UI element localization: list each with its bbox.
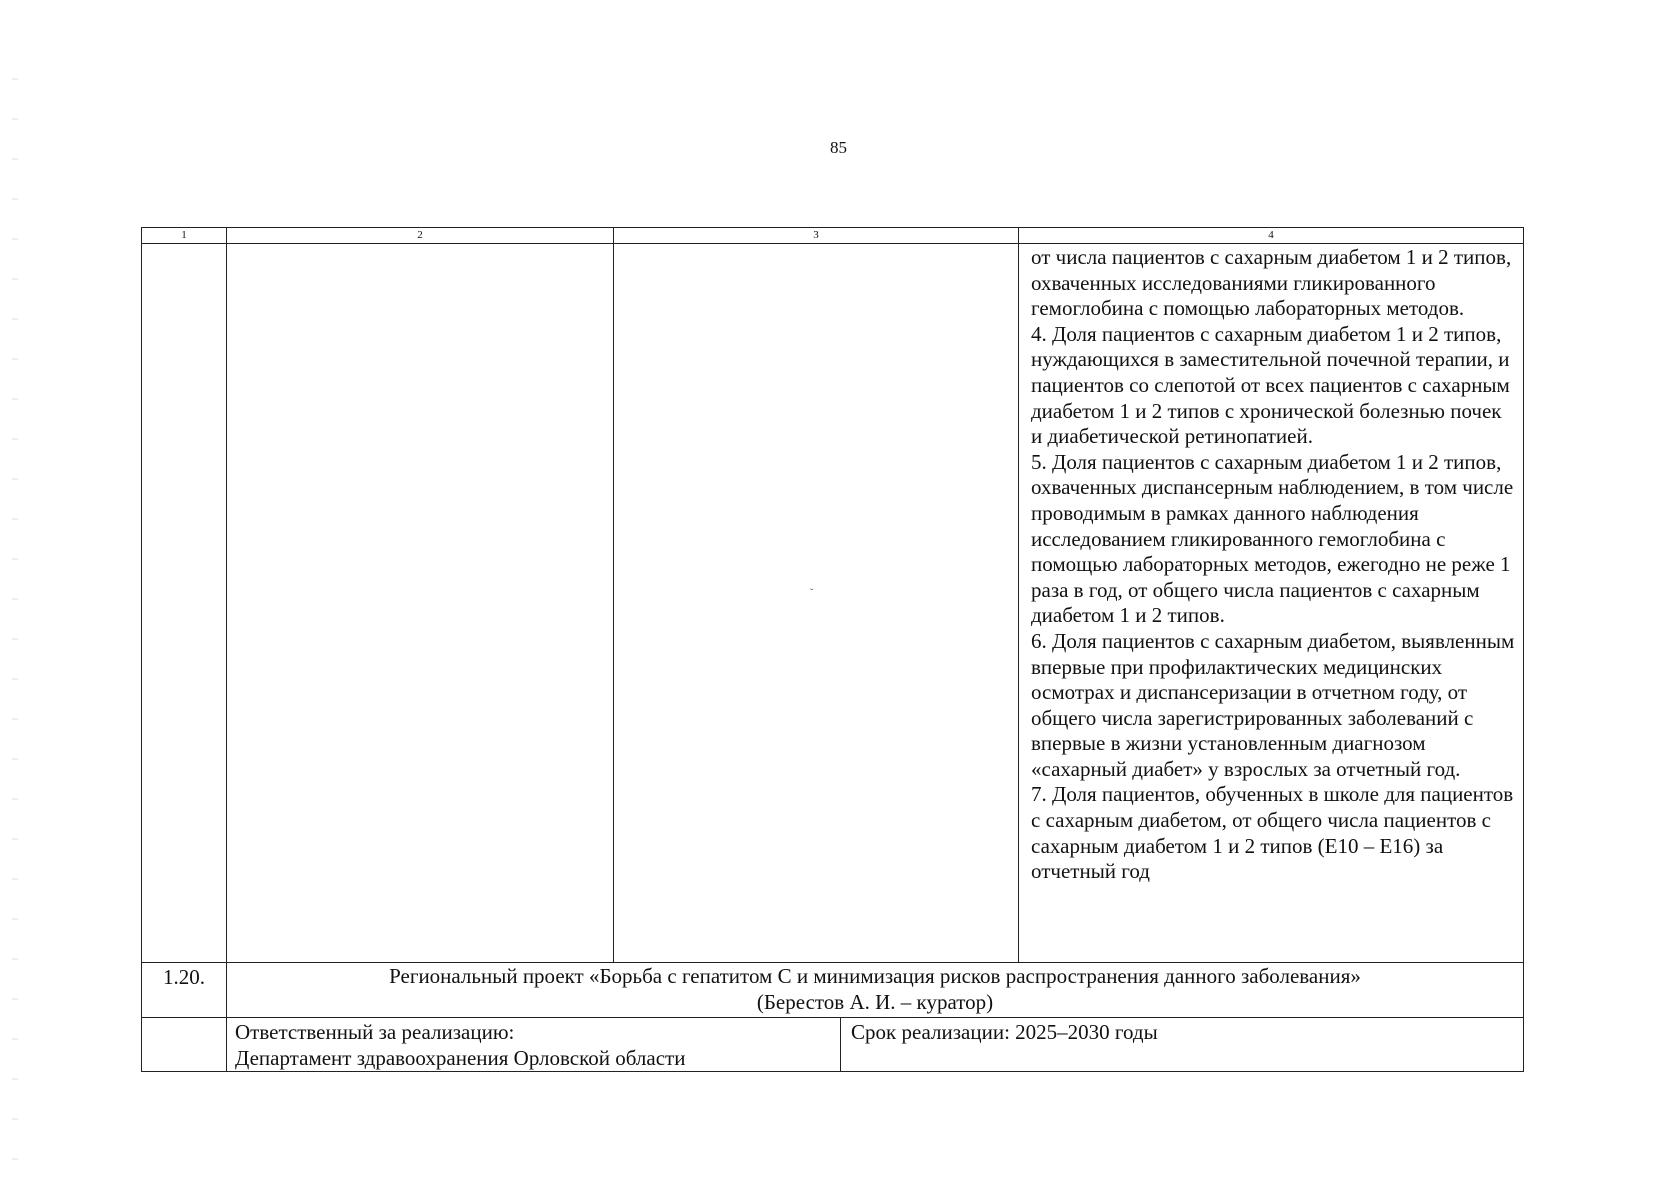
header-cell-3: 3 xyxy=(614,228,1019,244)
responsible-row xyxy=(142,1018,1524,1072)
header-cell-2: 2 xyxy=(227,228,614,244)
term-block xyxy=(841,1018,1523,1071)
document-table xyxy=(141,227,1524,1072)
implementation-term: Срок реализации: 2025–2030 годы xyxy=(851,1020,1158,1045)
project-row xyxy=(142,963,1524,1018)
responsible-value: Департамент здравоохранения Орловской области xyxy=(235,1045,686,1070)
indicator-paragraph: 5. Доля пациентов с сахарным диабетом 1 и 2 типов, охваченных диспансерным наблюдением, в том числе проводимым в рамках данного наблюдения исследованием гликированного гемоглобина с помощью лабораторных методов, ежегодно не реже 1 раза в год, от общего числа пациентов с сахарным диабетом 1 и 2 типов. xyxy=(1031,449,1514,628)
scan-edge-artifact xyxy=(12,60,18,1160)
project-curator: (Берестов А. И. – куратор) xyxy=(756,989,994,1014)
cell-col2 xyxy=(227,244,614,963)
table-header-row xyxy=(142,228,1524,244)
cell-col1 xyxy=(142,244,227,963)
header-cell-1: 1 xyxy=(142,228,227,244)
cell-col3 xyxy=(614,244,1019,963)
responsible-block xyxy=(227,1018,841,1071)
header-cell-4: 4 xyxy=(1019,228,1524,244)
project-title-cell xyxy=(227,963,1524,1018)
responsible-label: Ответственный за реализацию: xyxy=(235,1020,515,1045)
page-number: 85 xyxy=(830,138,847,157)
indicator-paragraph: 6. Доля пациентов с сахарным диабетом, выявленным впервые при профилактических медицинских осмотрах и диспансеризации в отчетном году, от общего числа зарегистрированных заболеваний с впервые в жизни установленным диагнозом «сахарный диабет» у взрослых за отчетный год. xyxy=(1031,628,1515,781)
indicator-paragraph: от числа пациентов с сахарным диабетом 1 и 2 типов, охваченных исследованиями гликированного гемоглобина с помощью лабораторных методов. xyxy=(1031,245,1512,321)
responsible-empty-cell xyxy=(142,1018,227,1072)
project-number: 1.20. xyxy=(142,963,227,1018)
responsible-cell xyxy=(227,1018,1524,1072)
scan-mark: ˇ xyxy=(810,588,814,599)
continuation-row xyxy=(142,244,1524,963)
cell-col4-indicators xyxy=(1019,244,1524,963)
indicator-paragraph: 4. Доля пациентов с сахарным диабетом 1 и 2 типов, нуждающихся в заместительной почечной терапии, и пациентов со слепотой от всех пациентов с сахарным диабетом 1 и 2 типов с хронической болезнью почек и диабетической ретинопатией. xyxy=(1031,321,1510,449)
indicator-paragraph: 7. Доля пациентов, обученных в школе для пациентов с сахарным диабетом, от общего числа пациентов с сахарным диабетом 1 и 2 типов (E10 – E16) за отчетный год xyxy=(1031,782,1514,884)
project-title: Региональный проект «Борьба с гепатитом С и минимизация рисков распространения данного заболевания» xyxy=(389,964,1361,988)
